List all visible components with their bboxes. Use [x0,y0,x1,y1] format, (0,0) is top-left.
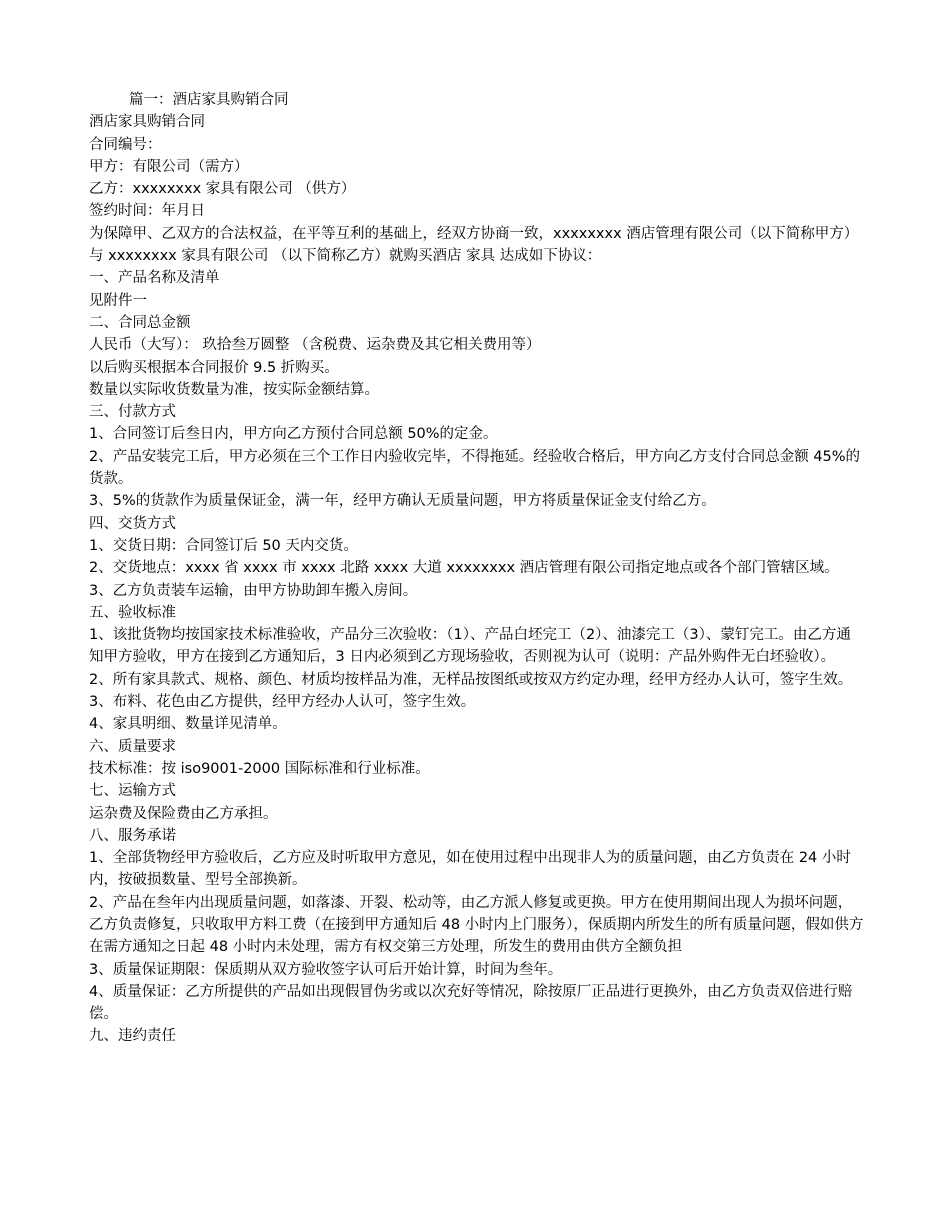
paragraph: 4、家具明细、数量详见清单。 [89,716,287,733]
section-heading: 六、质量要求 [89,738,176,755]
paragraph: 乙方：xxxxxxxx 家具有限公司 （供方） [89,181,356,198]
paragraph: 甲方：有限公司（需方） [89,158,249,175]
paragraph: 1、该批货物均按国家技术标准验收，产品分三次验收：（1）、产品白坯完工（2）、油漆完工（3）、蒙钉完工。由乙方通知甲方验收，甲方在接到乙方通知后，3 日内必须到乙方现场验收，否则视为认可（说明：产品外购件无白坯验收）。 [89,627,851,666]
section-heading: 五、验收标准 [89,604,176,621]
paragraph: 酒店家具购销合同 [89,114,205,131]
paragraph: 1、交货日期：合同签订后 50 天内交货。 [89,537,358,554]
paragraph: 3、乙方负责装车运输，由甲方协助卸车搬入房间。 [89,582,418,599]
paragraph: 人民币（大写）： 玖拾叁万圆整 （含税费、运杂费及其它相关费用等） [89,337,541,354]
section-heading: 三、付款方式 [89,404,176,421]
paragraph: 3、布料、花色由乙方提供，经甲方经办人认可，签字生效。 [89,694,476,711]
document-body [89,89,864,1048]
paragraph: 2、产品安装完工后，甲方必须在三个工作日内验收完毕，不得拖延。经验收合格后，甲方向乙方支付合同总金额 45%的货款。 [89,448,861,488]
paragraph: 4、质量保证：乙方所提供的产品如出现假冒伪劣或以次充好等情况，除按原厂正品进行更换外，由乙方负责双倍进行赔偿。 [89,983,853,1023]
paragraph: 运杂费及保险费由乙方承担。 [89,805,278,822]
section-heading: 九、违约责任 [89,1028,176,1045]
document-title: 篇一：酒店家具购销合同 [129,92,289,108]
paragraph: 见附件一 [89,292,147,309]
section-heading: 七、运输方式 [89,783,176,800]
paragraph: 以后购买根据本合同报价 9.5 折购买。 [89,359,339,376]
section-heading: 八、服务承诺 [89,827,176,844]
paragraph: 2、产品在叁年内出现质量问题，如落漆、开裂、松动等，由乙方派人修复或更换。甲方在使用期间出现人为损坏问题，乙方负责修复，只收取甲方料工费（在接到甲方通知后 48 小时内上门服务），保质期内所发生的所有质量问题，假如供方在需方通知之日起 48 小时内未处理，需方有权交第三方处理，所发生的费用由供方全额负担 [89,894,864,956]
paragraph: 2、所有家具款式、规格、颜色、材质均按样品为准，无样品按图纸或按双方约定办理，经甲方经办人认可，签字生效。 [89,671,853,688]
paragraph: 1、合同签订后叁日内，甲方向乙方预付合同总额 50%的定金。 [89,426,498,443]
paragraph: 合同编号： [89,136,162,153]
section-heading: 四、交货方式 [89,515,176,532]
paragraph: 数量以实际收货数量为准，按实际金额结算。 [89,381,379,398]
section-heading: 一、产品名称及清单 [89,270,220,287]
section-heading: 二、合同总金额 [89,314,191,331]
paragraph: 2、交货地点：xxxx 省 xxxx 市 xxxx 北路 xxxx 大道 xxxxxxxx 酒店管理有限公司指定地点或各个部门管辖区域。 [89,560,839,577]
paragraph: 技术标准：按 iso9001-2000 国际标准和行业标准。 [89,760,430,777]
paragraph: 3、5%的货款作为质量保证金，满一年，经甲方确认无质量问题，甲方将质量保证金支付给乙方。 [89,493,716,510]
paragraph: 签约时间：年月日 [89,203,205,220]
paragraph: 为保障甲、乙双方的合法权益，在平等互利的基础上，经双方协商一致，xxxxxxxx 酒店管理有限公司（以下简称甲方）与 xxxxxxxx 家具有限公司 （以下简称乙方）就购买酒店 家具 达成如下协议： [89,225,859,265]
paragraph: 1、全部货物经甲方验收后，乙方应及时听取甲方意见，如在使用过程中出现非人为的质量问题，由乙方负责在 24 小时内，按破损数量、型号全部换新。 [89,850,851,889]
paragraph: 3、质量保证期限：保质期从双方验收签字认可后开始计算，时间为叁年。 [89,961,563,978]
